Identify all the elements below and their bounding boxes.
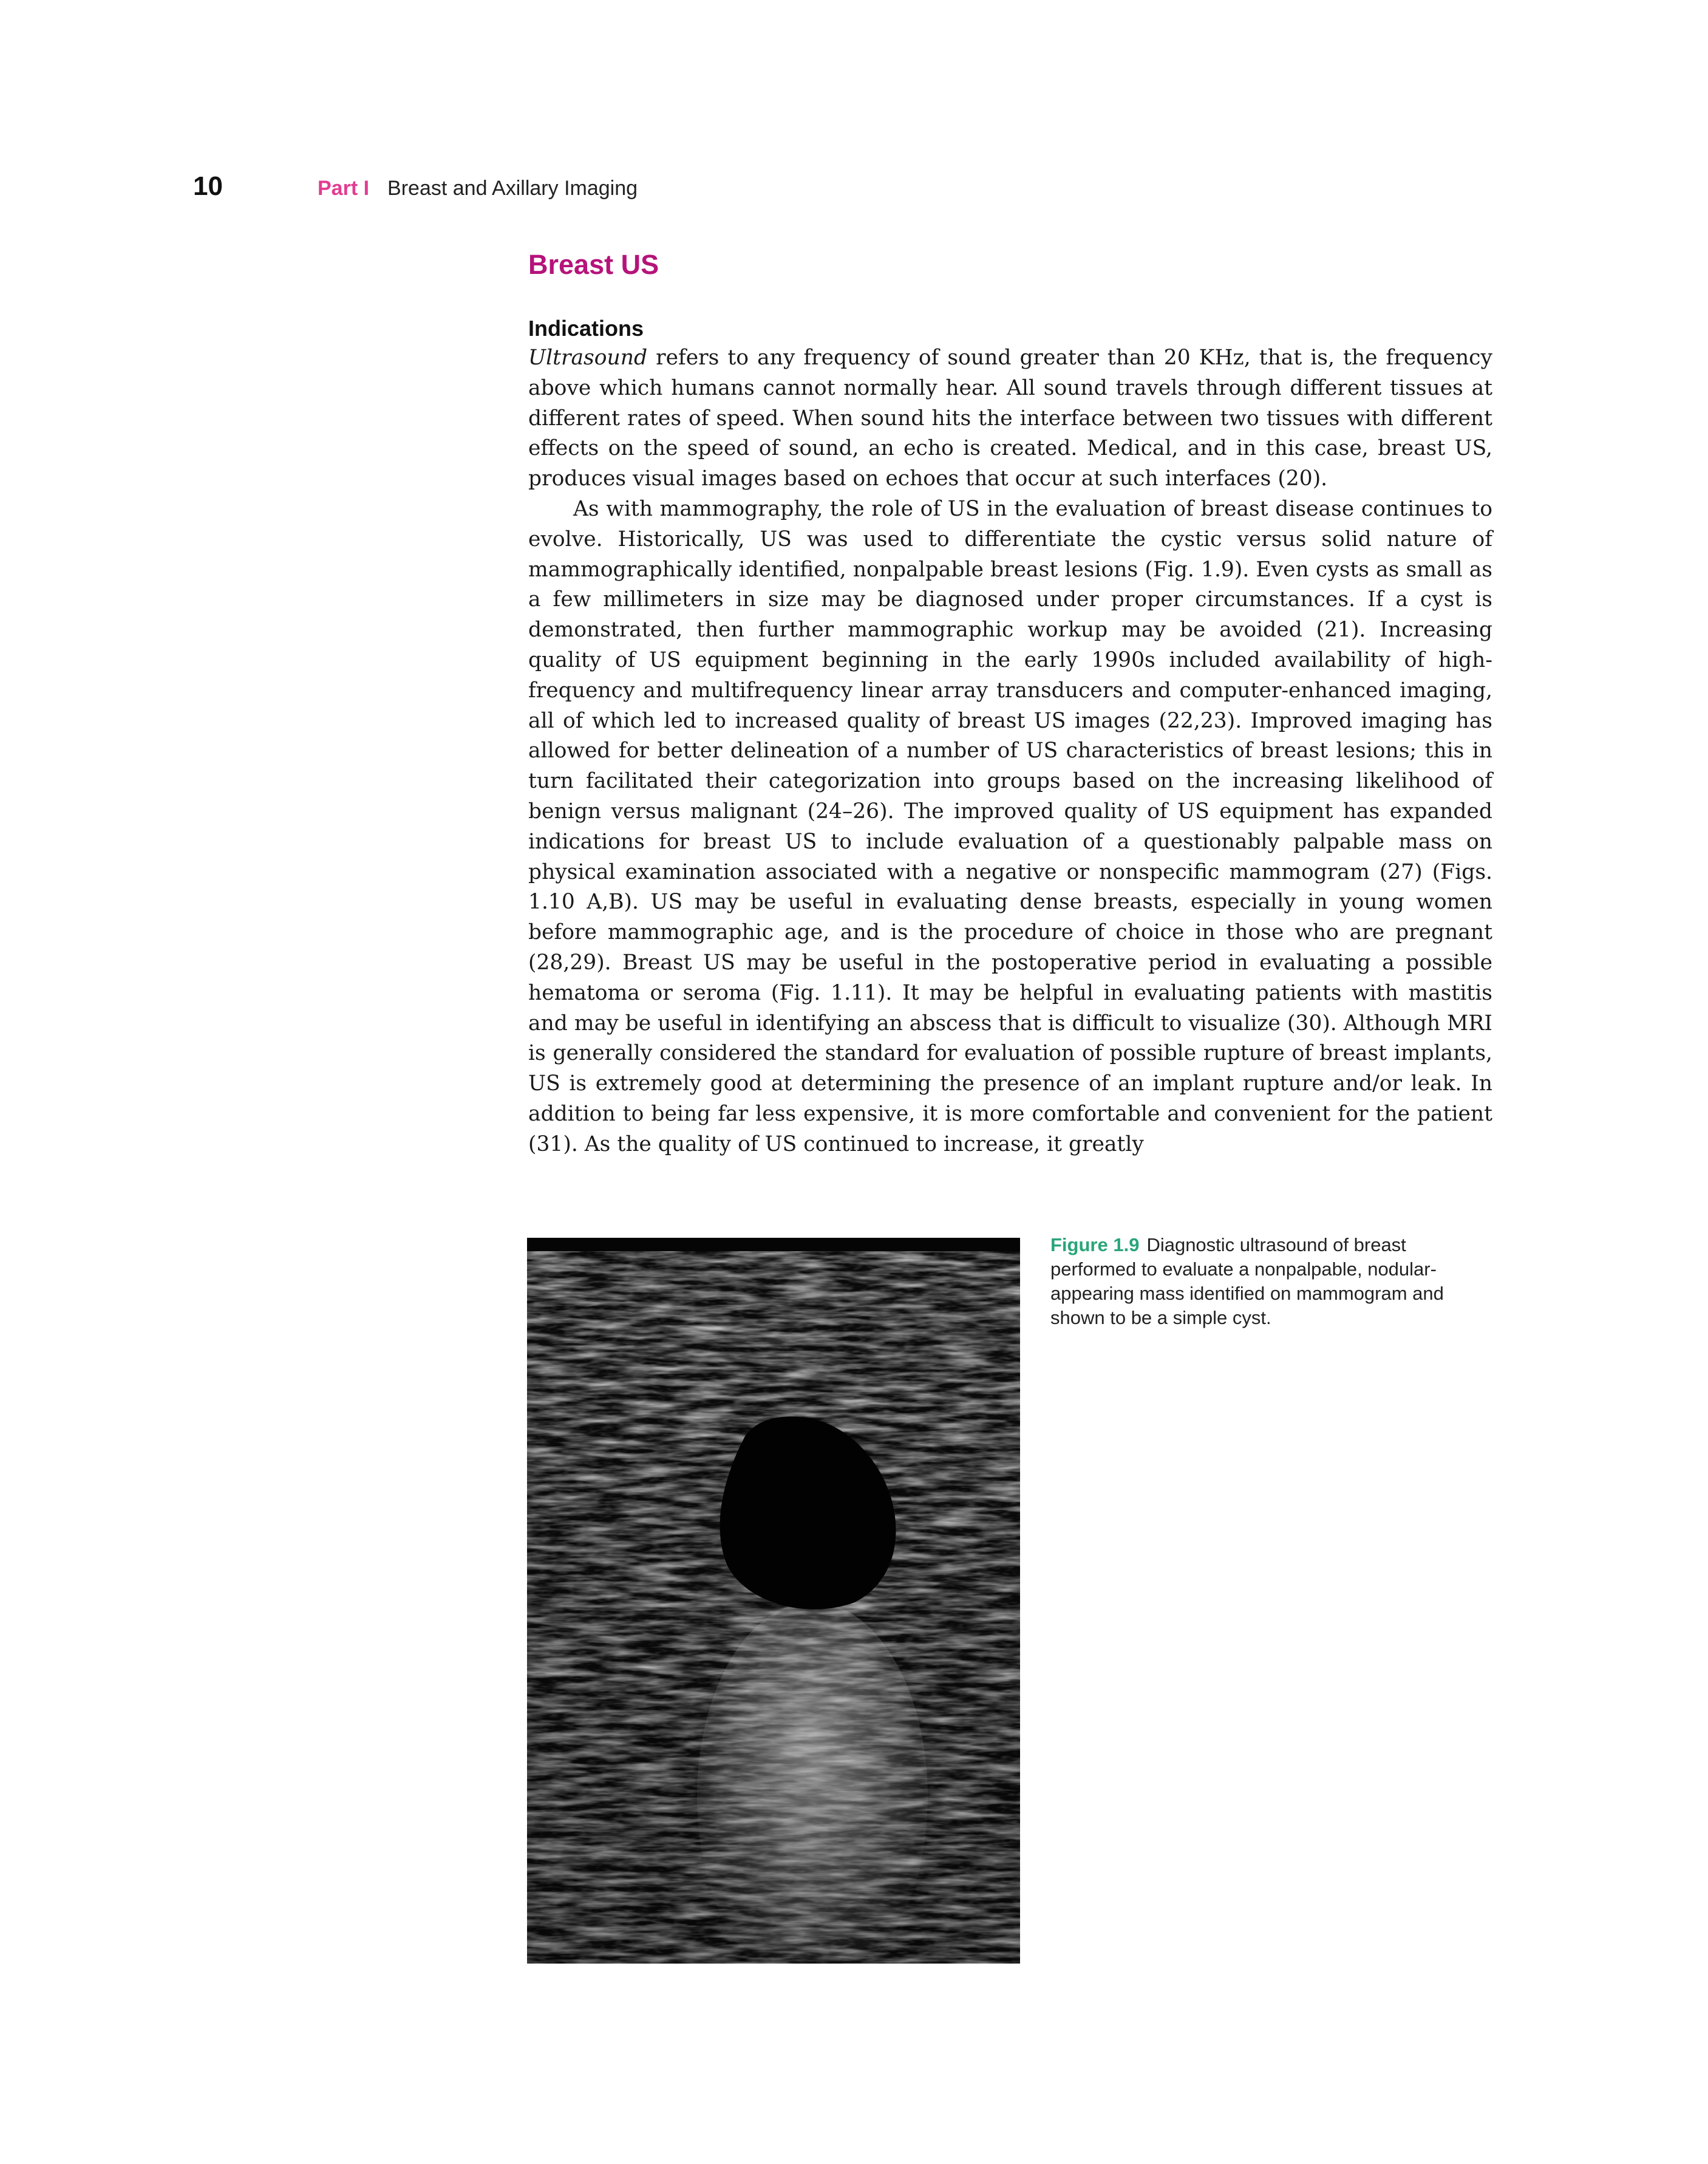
part-label: Part I	[318, 177, 370, 200]
figure-caption	[1050, 1233, 1475, 1330]
figure-caption-text: Diagnostic ultrasound of breast performed to evaluate a nonpalpable, nodular-appearing mass identified on mammogram and shown to be a simple cyst.	[1050, 1234, 1444, 1328]
paragraph-1-text: refers to any frequency of sound greater than 20 KHz, that is, the frequency above which humans cannot normally hear. All sound travels through different tissues at different rates of speed. When sound hits the interface between two tissues with different effects on the speed of sound, an echo is created. Medical, and in this case, breast US, produces visual images based on echoes that occur at such interfaces (20).	[528, 346, 1492, 491]
part-title: Breast and Axillary Imaging	[387, 177, 638, 200]
running-head	[193, 171, 638, 214]
section-title: Breast US	[528, 249, 659, 280]
subsection-title: Indications	[528, 316, 644, 341]
page-number: 10	[193, 171, 223, 201]
figure-label: Figure 1.9	[1050, 1234, 1140, 1255]
ultrasound-image	[527, 1238, 1020, 1964]
ultrasound-image-graphic	[527, 1238, 1020, 1964]
paragraph-1	[528, 343, 1492, 494]
term-ultrasound: Ultrasound	[528, 346, 648, 370]
body-text	[528, 343, 1492, 1160]
paragraph-2: As with mammography, the role of US in the evaluation of breast disease continues to evolve. Historically, US was used to differentiate the cystic versus solid nature of mammographically identified, nonpalpable breast lesions (Fig. 1.9). Even cysts as small as a few millimeters in size may be diagnosed under proper circumstances. If a cyst is demonstrated, then further mammographic workup may be avoided (21). Increasing quality of US equipment beginning in the early 1990s included availability of high-frequency and multifrequency linear array transducers and computer-enhanced imaging, all of which led to increased quality of breast US images (22,23). Improved imaging has allowed for better delineation of a number of US characteristics of breast lesions; this in turn facilitated their categorization into groups based on the increasing likelihood of benign versus malignant (24–26). The improved quality of US equipment has expanded indications for breast US to include evaluation of a questionably palpable mass on physical examination associated with a negative or nonspecific mammogram (27) (Figs. 1.10 A,B). US may be useful in evaluating dense breasts, especially in young women before mammographic age, and is the procedure of choice in those who are pregnant (28,29). Breast US may be useful in the postoperative period in evaluating a possible hematoma or seroma (Fig. 1.11). It may be helpful in evaluating patients with mastitis and may be useful in identifying an abscess that is difficult to visualize (30). Although MRI is generally considered the standard for evaluation of possible rupture of breast implants, US is extremely good at determining the presence of an implant rupture and/or leak. In addition to being far less expensive, it is more comfortable and convenient for the patient (31). As the quality of US continued to increase, it greatly	[528, 496, 1492, 1156]
